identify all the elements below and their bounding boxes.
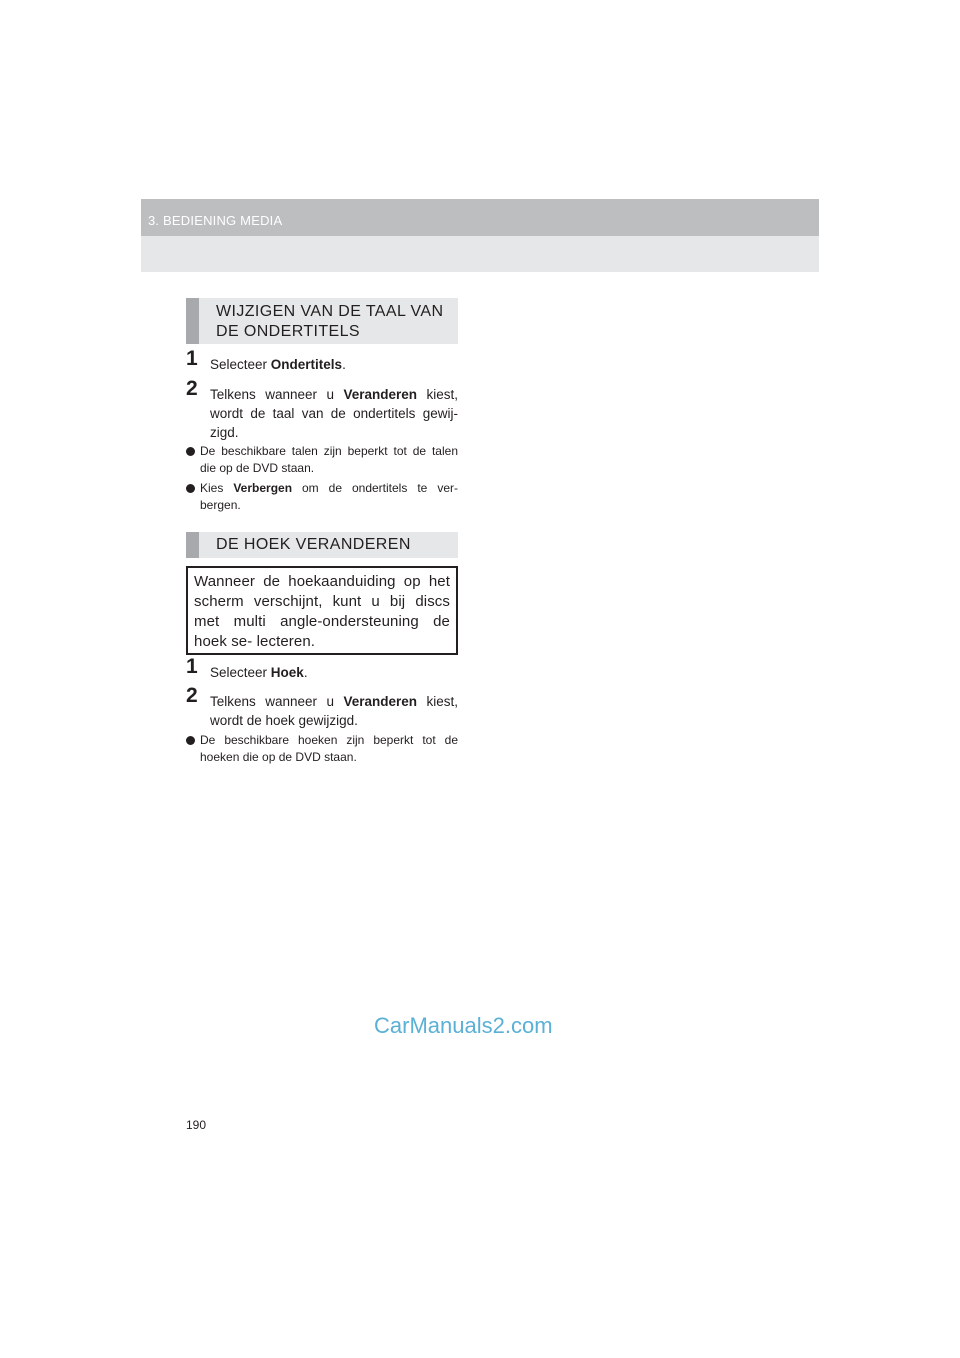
step-item bbox=[186, 377, 458, 442]
step-item bbox=[186, 655, 458, 682]
note-text: De beschikbare talen zijn beperkt tot de talen die op de DVD staan. bbox=[200, 444, 458, 475]
bullet-icon bbox=[186, 447, 195, 456]
menu-option-veranderen: Veranderen bbox=[343, 694, 418, 709]
section-marker bbox=[186, 298, 199, 344]
watermark: CarManuals2.com bbox=[374, 1013, 553, 1038]
section-title-text: DE HOEK VERANDEREN bbox=[216, 536, 411, 553]
step-number: 1 bbox=[186, 347, 198, 370]
intro-box bbox=[186, 566, 458, 655]
step-number: 2 bbox=[186, 377, 198, 400]
section-title-text: WIJZIGEN VAN DE TAAL VAN DE ONDERTITELS bbox=[216, 303, 444, 340]
step-text-end: kiest, wordt de taal van de ondertitels gewij- zigd. bbox=[210, 387, 458, 440]
section-marker bbox=[186, 532, 199, 558]
step-text: Telkens wanneer u bbox=[210, 694, 344, 709]
note-text: De beschikbare hoeken zijn beperkt tot de hoeken die op de DVD staan. bbox=[200, 733, 458, 764]
note-item bbox=[186, 480, 458, 514]
menu-option-ondertitels: Ondertitels bbox=[270, 357, 343, 372]
page-number: 190 bbox=[186, 1118, 207, 1132]
menu-option-verbergen: Verbergen bbox=[233, 481, 293, 495]
section-title-angle bbox=[186, 532, 458, 558]
step-text-end: kiest, wordt de hoek gewijzigd. bbox=[210, 694, 458, 728]
chapter-title: 3. BEDIENING MEDIA bbox=[148, 213, 283, 228]
step-number: 1 bbox=[186, 655, 198, 678]
step-item bbox=[186, 347, 458, 374]
bullet-icon bbox=[186, 484, 195, 493]
note-text-end: om de ondertitels te ver- bergen. bbox=[200, 481, 458, 512]
step-text-end: . bbox=[342, 357, 346, 372]
section-title-subtitles bbox=[186, 298, 458, 344]
note-text: Kies bbox=[200, 481, 234, 495]
note-item bbox=[186, 732, 458, 766]
step-text: Telkens wanneer u bbox=[210, 387, 344, 402]
step-item bbox=[186, 684, 458, 730]
menu-option-hoek: Hoek bbox=[270, 665, 304, 680]
step-text: Selecteer bbox=[210, 357, 271, 372]
step-text-end: . bbox=[303, 665, 308, 680]
note-item bbox=[186, 443, 458, 477]
intro-text: Wanneer de hoekaanduiding op het scherm verschijnt, kunt u bij discs met multi angle-ondersteuning de hoek se- lecteren. bbox=[194, 573, 450, 650]
bullet-icon bbox=[186, 736, 195, 745]
step-text: Selecteer bbox=[210, 665, 271, 680]
step-number: 2 bbox=[186, 684, 198, 707]
menu-option-veranderen: Veranderen bbox=[343, 387, 418, 402]
